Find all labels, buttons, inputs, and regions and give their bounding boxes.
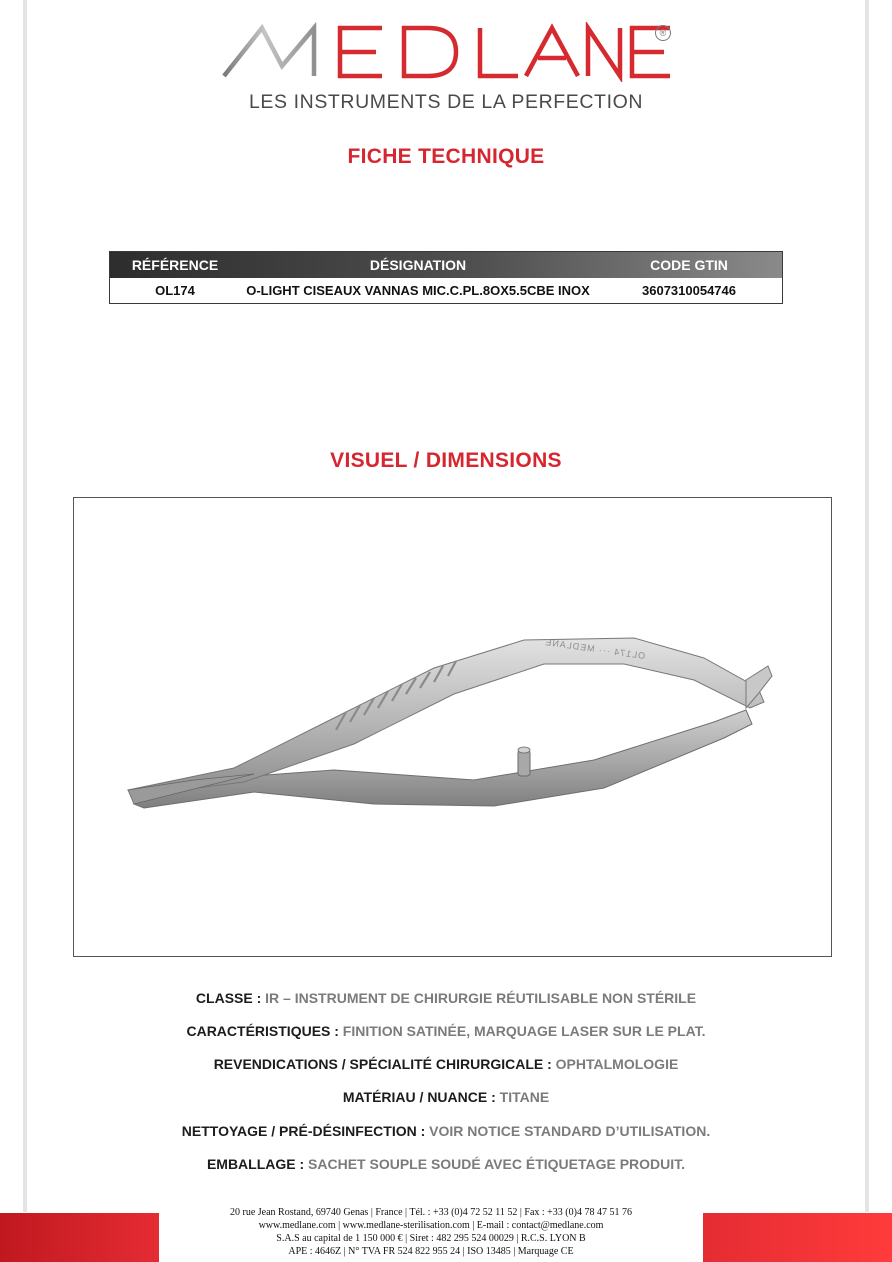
footer-address: 20 rue Jean Rostand, 69740 Genas | France | Tél. : +33 (0)4 72 52 11 52 | Fax : +33 (0)4 78 47 51 76 <box>230 1207 632 1218</box>
footer-registration: APE : 4646Z | N° TVA FR 524 822 955 24 | ISO 13485 | Marquage CE <box>288 1246 574 1257</box>
registered-mark: ® <box>655 25 671 41</box>
vannas-scissors-image <box>74 498 831 956</box>
footer-red-bar-left <box>0 1213 159 1262</box>
cell-designation: O-LIGHT CISEAUX VANNAS MIC.C.PL.8OX5.5CBE INOX <box>246 283 590 298</box>
cell-gtin: 3607310054746 <box>642 283 736 298</box>
instrument-visual-frame <box>73 497 832 957</box>
spec-nettoyage: NETTOYAGE / PRÉ-DÉSINFECTION : VOIR NOTICE STANDARD D’UTILISATION. <box>181 1123 711 1139</box>
visuel-dimensions-title: VISUEL / DIMENSIONS <box>330 449 562 472</box>
table-row <box>110 278 782 303</box>
footer-red-bar-right <box>703 1213 892 1262</box>
brand-tagline: LES INSTRUMENTS DE LA PERFECTION <box>248 91 644 113</box>
spec-classe: CLASSE : IR – INSTRUMENT DE CHIRURGIE RÉUTILISABLE NON STÉRILE <box>195 990 697 1006</box>
header-gtin: CODE GTIN <box>650 257 728 273</box>
header-reference: RÉFÉRENCE <box>131 257 219 273</box>
laser-engraving: OL174 ··· MEDLANE <box>543 636 646 662</box>
spec-materiau: MATÉRIAU / NUANCE : TITANE <box>342 1089 550 1105</box>
footer-web: www.medlane.com | www.medlane-sterilisation.com | E-mail : contact@medlane.com <box>258 1220 604 1231</box>
footer-company: S.A.S au capital de 1 150 000 € | Siret : 482 295 524 00029 | R.C.S. LYON B <box>276 1233 586 1244</box>
cell-reference: OL174 <box>155 283 195 298</box>
header-designation: DÉSIGNATION <box>369 257 467 273</box>
fiche-technique-title: FICHE TECHNIQUE <box>347 145 545 168</box>
spec-revendications: REVENDICATIONS / SPÉCIALITÉ CHIRURGICALE : OPHTALMOLOGIE <box>213 1056 679 1072</box>
reference-table <box>109 251 783 304</box>
medlane-logo <box>222 22 672 82</box>
spec-caracteristiques: CARACTÉRISTIQUES : FINITION SATINÉE, MARQUAGE LASER SUR LE PLAT. <box>186 1023 706 1039</box>
table-header-row <box>110 252 782 278</box>
spec-emballage: EMBALLAGE : SACHET SOUPLE SOUDÉ AVEC ÉTIQUETAGE PRODUIT. <box>206 1156 686 1172</box>
footer-contact <box>160 1206 702 1258</box>
